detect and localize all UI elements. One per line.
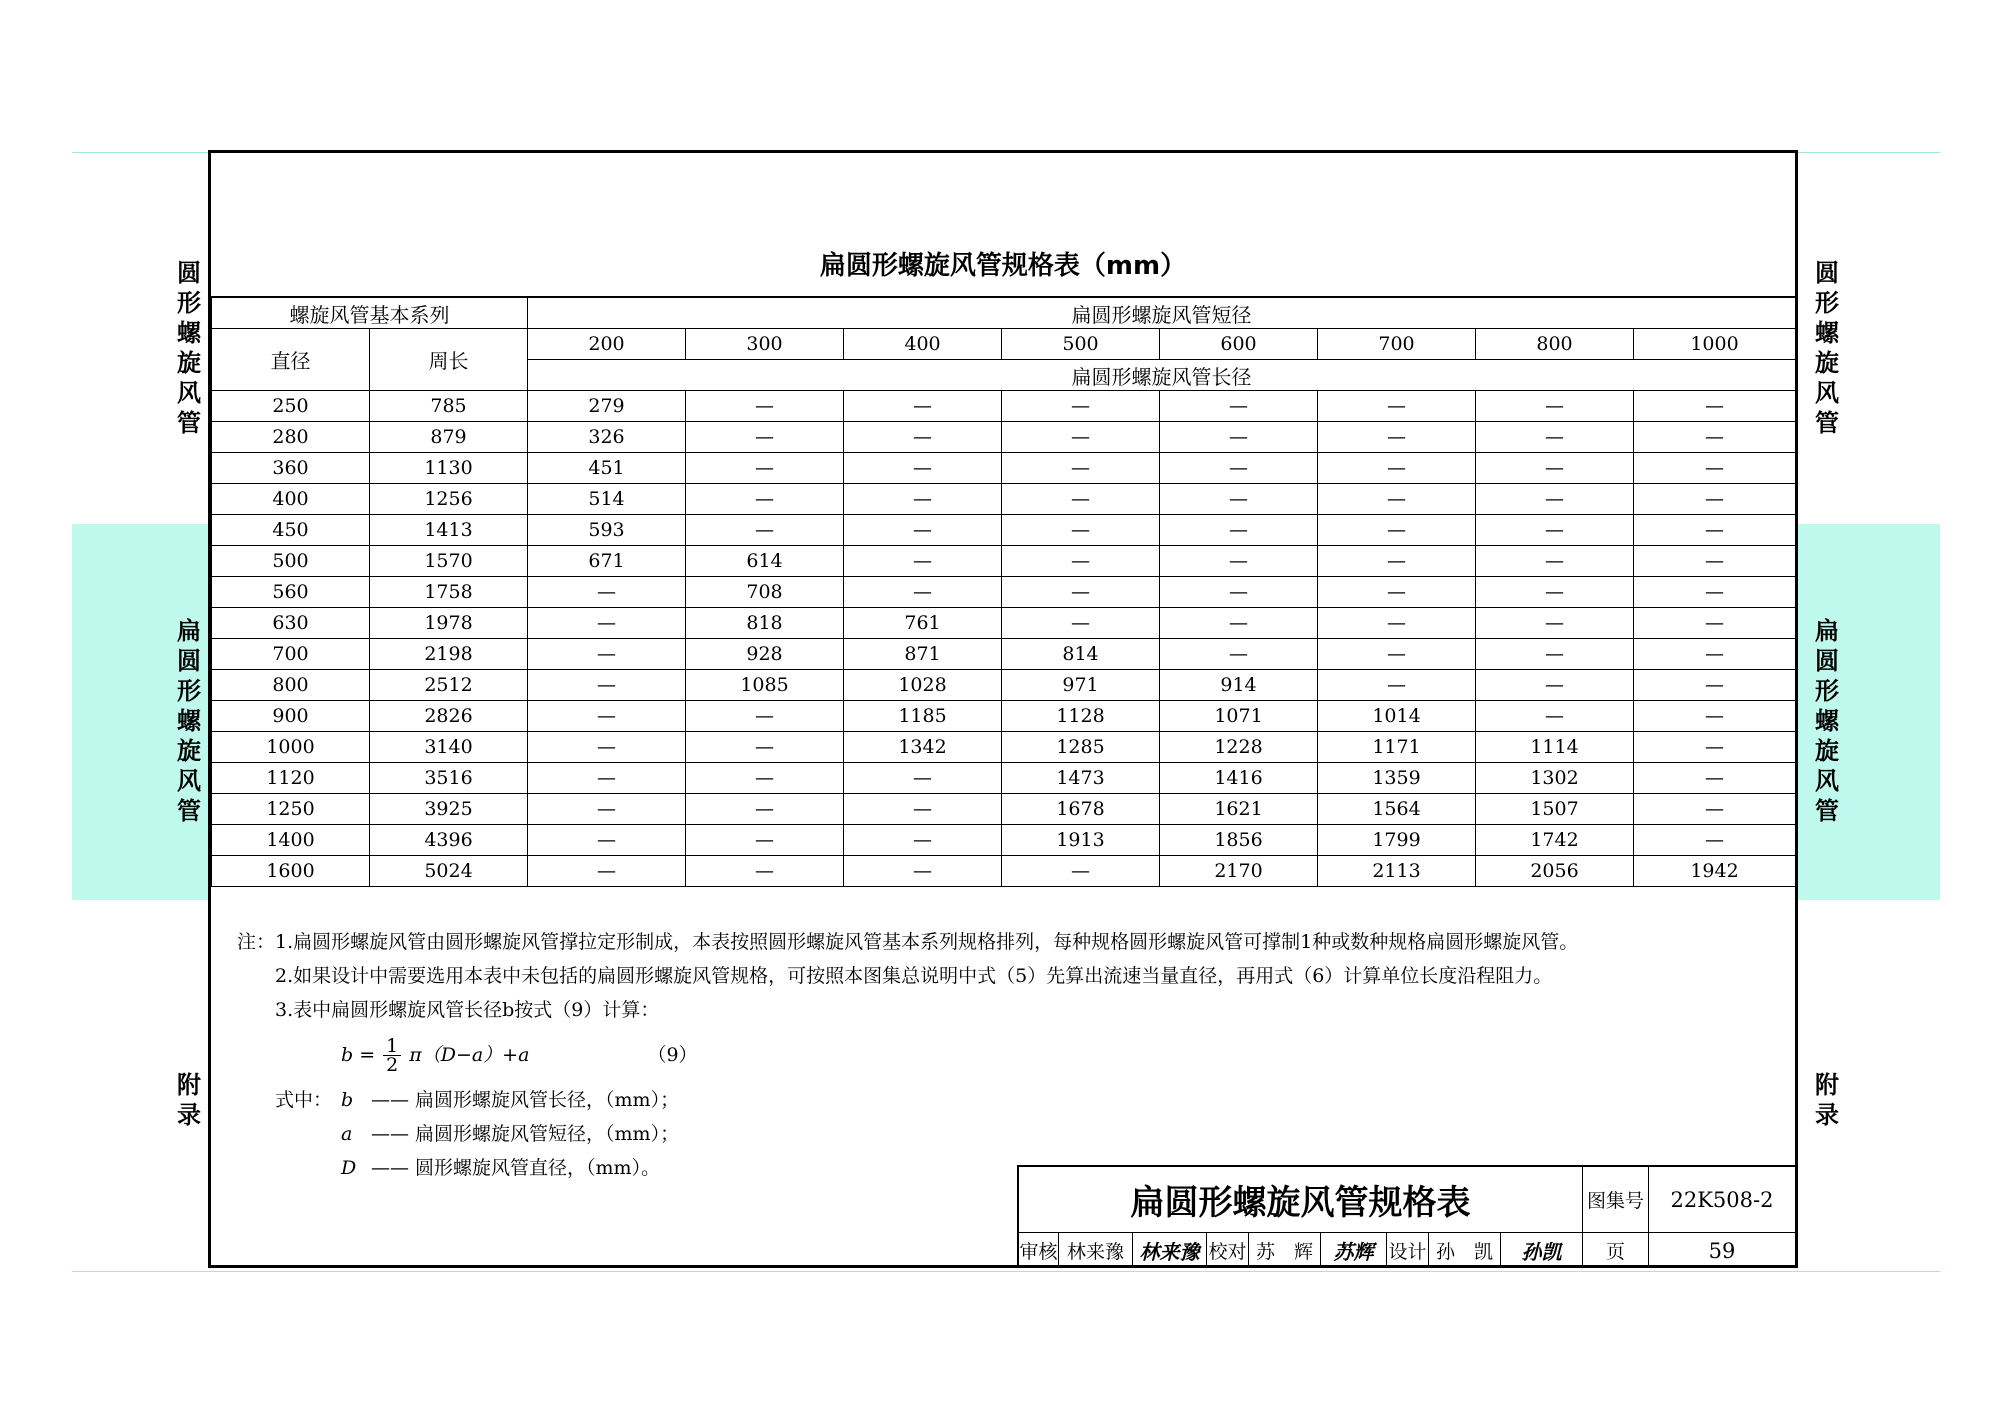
cell-diameter: 360 [212,453,370,484]
header-perimeter: 周长 [370,329,528,391]
cell-long-axis: — [1634,577,1796,608]
cell-long-axis: — [1318,577,1476,608]
header-short-300: 300 [686,329,844,360]
check-label: 校对 [1207,1233,1249,1268]
cell-long-axis: — [844,577,1002,608]
side-label-char: 扁 [1815,617,1839,645]
page-label: 页 [1583,1233,1649,1268]
cell-long-axis: — [1160,484,1318,515]
cell-long-axis: — [1634,794,1796,825]
cell-long-axis: — [1318,546,1476,577]
cell-long-axis: — [1476,608,1634,639]
header-short-1000: 1000 [1634,329,1796,360]
side-label-char: 圆 [1815,647,1839,675]
side-label-char: 管 [177,797,201,825]
cell-long-axis: — [1318,515,1476,546]
where-label: 式中： [275,1089,333,1111]
header-short-200: 200 [528,329,686,360]
cell-long-axis: 1942 [1634,856,1796,887]
header-short-400: 400 [844,329,1002,360]
cell-long-axis: — [1160,453,1318,484]
side-label-char: 风 [177,379,201,407]
review-label: 审核 [1019,1233,1059,1268]
side-label-char: 旋 [1815,349,1839,377]
header-short-800: 800 [1476,329,1634,360]
table-row [212,794,1796,825]
cell-long-axis: — [686,701,844,732]
cell-diameter: 560 [212,577,370,608]
cell-long-axis: — [528,639,686,670]
cell-long-axis: 1799 [1318,825,1476,856]
cell-long-axis: — [1318,453,1476,484]
cell-long-axis: — [844,856,1002,887]
cell-long-axis: — [686,763,844,794]
cell-long-axis: — [528,825,686,856]
def-text-D: —— 圆形螺旋风管直径，（mm）。 [371,1157,661,1179]
review-signature: 林来豫 [1133,1233,1207,1268]
side-label-char: 形 [177,677,201,705]
cell-long-axis: 2170 [1160,856,1318,887]
cell-long-axis: 1085 [686,670,844,701]
cell-long-axis: — [1476,546,1634,577]
header-short-axis: 扁圆形螺旋风管短径 [528,297,1796,329]
cell-long-axis: — [1476,701,1634,732]
cell-long-axis: — [1476,515,1634,546]
cell-diameter: 700 [212,639,370,670]
cell-long-axis: — [686,825,844,856]
cell-long-axis: — [1634,515,1796,546]
side-label-middle-right [1797,616,1857,826]
cell-long-axis: 1564 [1318,794,1476,825]
cell-long-axis: 818 [686,608,844,639]
cell-long-axis: — [528,608,686,639]
table-row [212,639,1796,670]
cell-long-axis: 1228 [1160,732,1318,763]
table-row [212,546,1796,577]
cell-long-axis: — [1634,484,1796,515]
guide-line-bottom [72,1271,1940,1272]
cell-diameter: 400 [212,484,370,515]
header-diameter: 直径 [212,329,370,391]
cell-long-axis: — [1634,546,1796,577]
side-label-char: 形 [177,289,201,317]
side-label-char: 风 [1815,379,1839,407]
cell-long-axis: 1507 [1476,794,1634,825]
cell-long-axis: — [1318,422,1476,453]
table-row [212,422,1796,453]
cell-long-axis: — [1160,639,1318,670]
cell-long-axis: — [1002,608,1160,639]
cell-long-axis: 1114 [1476,732,1634,763]
def-text-b: —— 扁圆形螺旋风管长径，（mm）； [371,1089,680,1111]
cell-long-axis: — [1160,608,1318,639]
cell-long-axis: — [844,763,1002,794]
table-row [212,484,1796,515]
cell-long-axis: — [1160,577,1318,608]
side-label-char: 螺 [1815,707,1839,735]
cell-diameter: 1250 [212,794,370,825]
cell-perimeter: 5024 [370,856,528,887]
cell-long-axis: 1128 [1002,701,1160,732]
cell-long-axis: — [1002,453,1160,484]
cell-long-axis: — [686,794,844,825]
side-label-char: 螺 [177,707,201,735]
cell-long-axis: — [686,856,844,887]
def-symbol-b: b [341,1089,354,1111]
cell-long-axis: — [528,763,686,794]
cell-long-axis: — [1634,825,1796,856]
cell-diameter: 1600 [212,856,370,887]
note-1: 1.扁圆形螺旋风管由圆形螺旋风管撑拉定形制成，本表按照圆形螺旋风管基本系列规格排列，每种规格圆形螺旋风管可撑制1种或数种规格扁圆形螺旋风管。 [275,931,1579,953]
table-row [212,856,1796,887]
cell-diameter: 450 [212,515,370,546]
cell-long-axis: — [1634,639,1796,670]
page-title: 扁圆形螺旋风管规格表（mm） [819,251,1187,281]
cell-long-axis: — [686,453,844,484]
cell-long-axis: — [844,825,1002,856]
cell-long-axis: — [528,577,686,608]
cell-long-axis: 514 [528,484,686,515]
table-row [212,670,1796,701]
cell-long-axis: — [1634,670,1796,701]
cell-long-axis: 1856 [1160,825,1318,856]
cell-long-axis: — [1160,391,1318,422]
cell-long-axis: — [528,856,686,887]
cell-long-axis: 814 [1002,639,1160,670]
side-label-bottom-right [1797,1070,1857,1130]
cell-diameter: 1000 [212,732,370,763]
cell-long-axis: — [844,794,1002,825]
cell-perimeter: 879 [370,422,528,453]
side-label-char: 旋 [1815,737,1839,765]
table-row [212,515,1796,546]
side-label-char: 扁 [177,617,201,645]
atlas-label: 图集号 [1583,1167,1649,1232]
side-label-char: 管 [177,409,201,437]
review-name: 林来豫 [1059,1233,1133,1268]
cell-long-axis: 971 [1002,670,1160,701]
cell-diameter: 630 [212,608,370,639]
cell-long-axis: — [686,732,844,763]
cell-diameter: 800 [212,670,370,701]
drawing-frame [208,150,1798,1268]
side-label-char: 螺 [1815,319,1839,347]
table-row [212,763,1796,794]
cell-long-axis: — [528,732,686,763]
table-row [212,608,1796,639]
side-label-char: 圆 [177,647,201,675]
cell-long-axis: — [1002,391,1160,422]
cell-long-axis: 761 [844,608,1002,639]
cell-long-axis: — [1160,546,1318,577]
cell-long-axis: — [844,422,1002,453]
side-label-char: 管 [1815,797,1839,825]
def-text-a: —— 扁圆形螺旋风管短径，（mm）； [371,1123,680,1145]
cell-perimeter: 1413 [370,515,528,546]
cell-long-axis: — [1476,422,1634,453]
side-label-char: 旋 [177,349,201,377]
cell-long-axis: — [686,422,844,453]
formula [237,1027,1578,1083]
side-label-char: 附 [177,1071,201,1099]
cell-long-axis: 451 [528,453,686,484]
cell-long-axis: — [1634,422,1796,453]
cell-long-axis: — [1634,763,1796,794]
formula-lhs: b = [341,1044,376,1066]
formula-numerator: 1 [383,1037,401,1056]
cell-long-axis: 1678 [1002,794,1160,825]
cell-long-axis: — [528,701,686,732]
cell-long-axis: — [1634,608,1796,639]
drawing-name: 扁圆形螺旋风管规格表 [1019,1167,1583,1232]
design-name: 孙 凯 [1429,1233,1501,1268]
header-short-600: 600 [1160,329,1318,360]
cell-long-axis: — [1002,856,1160,887]
table-row [212,825,1796,856]
notes-prefix: 注： [237,931,276,953]
header-long-axis: 扁圆形螺旋风管长径 [528,360,1796,391]
cell-long-axis: — [1002,515,1160,546]
side-label-char: 风 [177,767,201,795]
side-label-char: 管 [1815,409,1839,437]
spec-table [211,296,1796,887]
cell-long-axis: — [1002,484,1160,515]
header-short-700: 700 [1318,329,1476,360]
cell-long-axis: 1913 [1002,825,1160,856]
cell-long-axis: 1416 [1160,763,1318,794]
cell-perimeter: 2826 [370,701,528,732]
def-symbol-a: a [341,1123,353,1145]
atlas-number: 22K508-2 [1670,1187,1774,1212]
cell-long-axis: 1342 [844,732,1002,763]
check-name: 苏 辉 [1249,1233,1321,1268]
cell-long-axis: 1302 [1476,763,1634,794]
design-signature: 孙凯 [1501,1233,1583,1268]
cell-long-axis: 1071 [1160,701,1318,732]
cell-long-axis: 326 [528,422,686,453]
cell-perimeter: 1130 [370,453,528,484]
cell-long-axis: — [844,391,1002,422]
note-2: 2.如果设计中需要选用本表中未包括的扁圆形螺旋风管规格，可按照本图集总说明中式（5）先算出流速当量直径，再用式（6）计算单位长度沿程阻力。 [275,965,1553,987]
cell-perimeter: 3140 [370,732,528,763]
note-3: 3.表中扁圆形螺旋风管长径b按式（9）计算： [275,999,660,1021]
formula-number: （9） [647,1044,698,1066]
cell-long-axis: — [528,670,686,701]
side-label-char: 螺 [177,319,201,347]
cell-long-axis: — [844,484,1002,515]
formula-rhs: π（D−a）+a [409,1044,530,1066]
cell-long-axis: — [1318,484,1476,515]
cell-long-axis: — [1002,577,1160,608]
cell-long-axis: — [686,391,844,422]
page-number: 59 [1708,1238,1736,1263]
cell-diameter: 500 [212,546,370,577]
header-basic-series: 螺旋风管基本系列 [212,297,528,329]
side-label-char: 形 [1815,289,1839,317]
side-label-char: 录 [1815,1101,1839,1129]
header-short-500: 500 [1002,329,1160,360]
design-label: 设计 [1387,1233,1429,1268]
notes [237,925,1578,1185]
cell-long-axis: 1621 [1160,794,1318,825]
cell-long-axis: — [1318,639,1476,670]
cell-long-axis: — [1634,732,1796,763]
cell-long-axis: — [1160,422,1318,453]
cell-long-axis: 871 [844,639,1002,670]
cell-long-axis: 2113 [1318,856,1476,887]
side-label-char: 旋 [177,737,201,765]
cell-long-axis: — [1634,391,1796,422]
cell-long-axis: — [686,484,844,515]
cell-long-axis: — [1002,546,1160,577]
cell-long-axis: 1014 [1318,701,1476,732]
cell-long-axis: — [1476,639,1634,670]
cell-diameter: 1400 [212,825,370,856]
table-row [212,732,1796,763]
cell-perimeter: 1978 [370,608,528,639]
cell-long-axis: 614 [686,546,844,577]
cell-long-axis: — [528,794,686,825]
cell-diameter: 900 [212,701,370,732]
side-label-char: 形 [1815,677,1839,705]
cell-long-axis: — [1476,577,1634,608]
cell-long-axis: 671 [528,546,686,577]
cell-diameter: 280 [212,422,370,453]
cell-long-axis: 914 [1160,670,1318,701]
cell-long-axis: — [844,515,1002,546]
table-row [212,453,1796,484]
cell-long-axis: — [1318,391,1476,422]
cell-long-axis: — [1318,608,1476,639]
cell-long-axis: 2056 [1476,856,1634,887]
cell-perimeter: 2512 [370,670,528,701]
cell-long-axis: — [1160,515,1318,546]
cell-diameter: 250 [212,391,370,422]
cell-long-axis: — [686,515,844,546]
cell-long-axis: 708 [686,577,844,608]
title-block [1017,1165,1795,1268]
side-label-char: 风 [1815,767,1839,795]
side-label-char: 圆 [1815,259,1839,287]
cell-long-axis: 1742 [1476,825,1634,856]
formula-fraction [383,1034,401,1076]
cell-diameter: 1120 [212,763,370,794]
cell-perimeter: 4396 [370,825,528,856]
cell-long-axis: 1285 [1002,732,1160,763]
cell-long-axis: 1028 [844,670,1002,701]
table-row [212,577,1796,608]
def-symbol-D: D [341,1157,357,1179]
cell-long-axis: 1359 [1318,763,1476,794]
cell-perimeter: 1758 [370,577,528,608]
cell-perimeter: 1256 [370,484,528,515]
table-row [212,701,1796,732]
cell-perimeter: 2198 [370,639,528,670]
cell-long-axis: — [1634,453,1796,484]
cell-long-axis: — [1476,391,1634,422]
cell-long-axis: 1473 [1002,763,1160,794]
side-label-char: 附 [1815,1071,1839,1099]
cell-long-axis: 1185 [844,701,1002,732]
cell-long-axis: — [1476,453,1634,484]
side-label-char: 录 [177,1101,201,1129]
check-signature: 苏辉 [1321,1233,1387,1268]
formula-denominator: 2 [386,1053,399,1076]
cell-perimeter: 785 [370,391,528,422]
cell-perimeter: 3925 [370,794,528,825]
cell-long-axis: 279 [528,391,686,422]
side-label-top-right [1797,258,1857,438]
cell-long-axis: 593 [528,515,686,546]
cell-perimeter: 1570 [370,546,528,577]
cell-perimeter: 3516 [370,763,528,794]
cell-long-axis: 1171 [1318,732,1476,763]
cell-long-axis: — [1318,670,1476,701]
cell-long-axis: — [844,546,1002,577]
cell-long-axis: 928 [686,639,844,670]
cell-long-axis: — [844,453,1002,484]
cell-long-axis: — [1002,422,1160,453]
table-row [212,391,1796,422]
side-label-char: 圆 [177,259,201,287]
cell-long-axis: — [1476,484,1634,515]
cell-long-axis: — [1634,701,1796,732]
cell-long-axis: — [1476,670,1634,701]
